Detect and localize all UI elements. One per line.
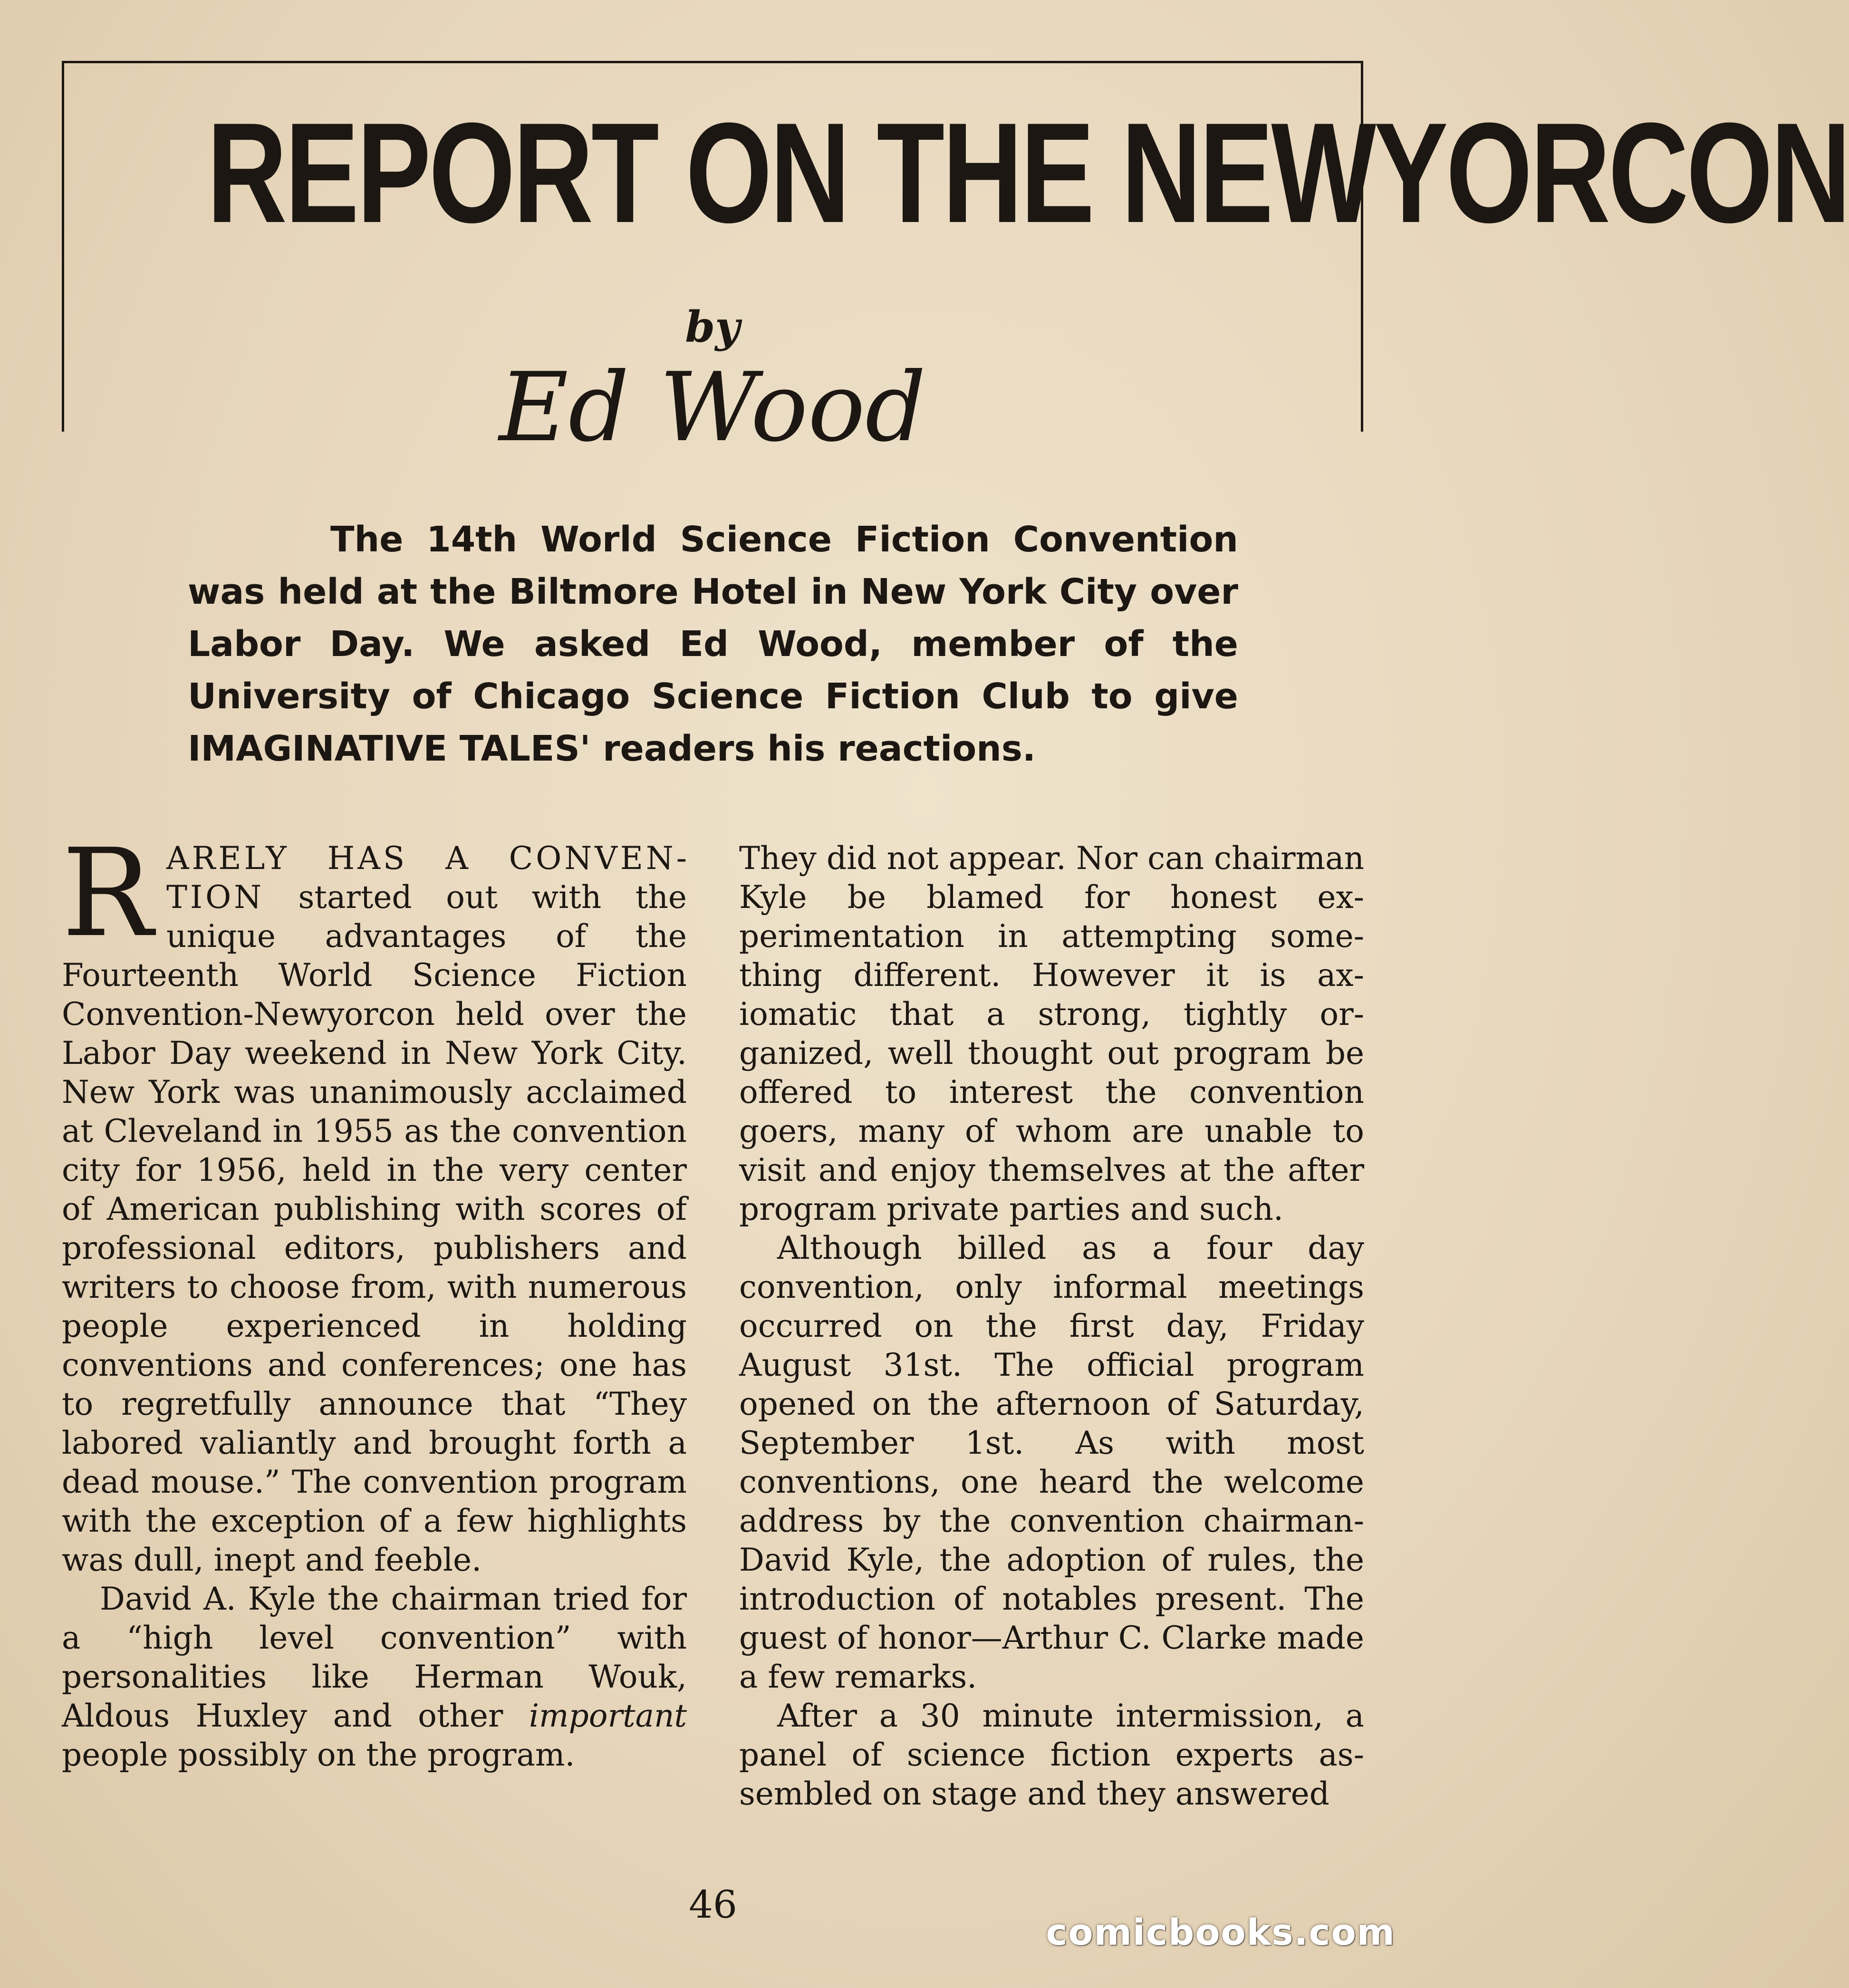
byline-by: by bbox=[685, 302, 740, 352]
watermark: comicbooks.com bbox=[1046, 1911, 1396, 1953]
paragraph-1-text: started out with the unique advantages of the Fourteenth World Science Fiction Convention-Newyorcon held over the Labor Day weekend in New York City. New York was unanimously acclaimed at Cleveland in 1955 as the convention city for 1956, held in the very center of American publishing with scores of professional editors, publishers and writers to choose from, with numerous people experienced in holding conventions and conferences; one has to regretfully announce that “They labored valiantly and brought forth a dead mouse.” The convention program with the exception of a few highlights was dull, inept and feeble. bbox=[62, 879, 687, 1578]
intro-blurb: The 14th World Science Fiction Convention was held at the Biltmore Hotel in New York City over Labor Day. We asked Ed Wood, member of the University of Chicago Science Fiction Club to give IMAGINATIVE TALES' readers his reactions. bbox=[188, 519, 1238, 769]
column-left bbox=[62, 823, 687, 1775]
paragraph-3: They did not appear. Nor can chairman Kyle be blamed for honest experimentation in attempting something different. However it is axiomatic that a strong, tightly organized, well thought out program be offered to interest the convention goers, many of whom are unable to visit and enjoy themselves at the after program private parties and such. bbox=[739, 840, 1364, 1227]
lead-caps: ARELY HAS A CONVENTION bbox=[166, 840, 687, 916]
paragraph-5: After a 30 minute intermission, a panel of science fiction experts assembled on stage and they answered bbox=[739, 1698, 1364, 1812]
article-title: REPORT ON THE NEWYORCON bbox=[207, 93, 1849, 252]
column-right bbox=[739, 839, 1364, 1814]
paragraph-4: Although billed as a four day convention, only informal meetings occurred on the first day, Friday August 31st. The official program opened on the afternoon of Saturday, September 1st. As with most conventions, one heard the welcome address by the convention chairman-David Kyle, the adoption of rules, the introduction of notables present. The guest of honor—Arthur C. Clarke made a few remarks. bbox=[739, 1230, 1364, 1695]
drop-cap: R bbox=[62, 823, 153, 964]
author-name: Ed Wood bbox=[499, 352, 926, 463]
title-box bbox=[62, 61, 1849, 463]
paragraph-2 bbox=[62, 1580, 687, 1775]
paragraph-1 bbox=[62, 823, 687, 1580]
paragraph-2-text-a: David A. Kyle the chairman tried for a “high level convention” with personalities like Herman Wouk, Aldous Huxley and other bbox=[62, 1581, 687, 1734]
page-number: 46 bbox=[689, 1882, 737, 1927]
paragraph-2-text-b: people possibly on the program. bbox=[62, 1737, 575, 1773]
paragraph-2-italic: important bbox=[529, 1698, 687, 1734]
